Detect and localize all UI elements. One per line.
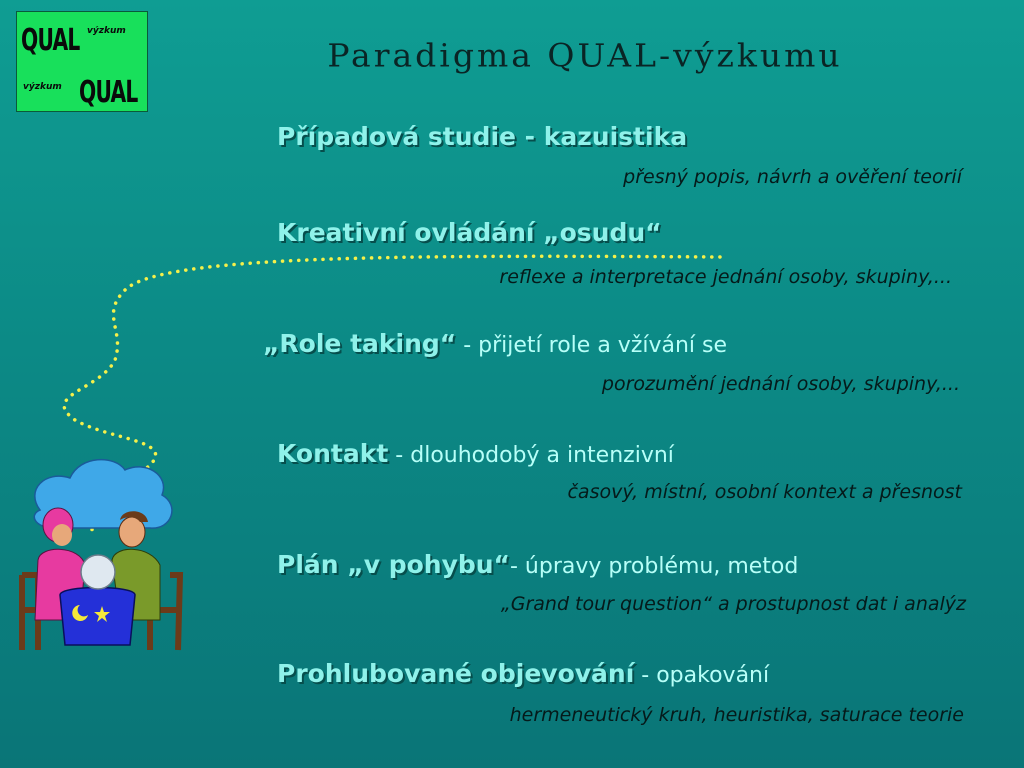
item-rest-3: - přijetí role a vžívání se — [456, 333, 728, 358]
item-sub-5: „Grand tour question“ a prostupnost dat i analýz — [500, 593, 966, 615]
item-heading-3 — [263, 329, 727, 358]
page-title: Paradigma QUAL-výzkumu — [327, 36, 843, 75]
item-heading-1-text: Případová studie - kazuistika — [277, 122, 688, 151]
item-heading-4 — [277, 439, 674, 468]
crystal-ball — [81, 555, 115, 589]
item-heading-2 — [277, 218, 662, 247]
item-rest-6: - opakování — [634, 663, 770, 688]
logo-qual-top: QUAL — [21, 23, 80, 58]
item-heading-2-text: Kreativní ovládání „osudu“ — [277, 218, 662, 247]
item-heading-4-text: Kontakt — [277, 439, 389, 468]
item-rest-4: - dlouhodobý a intenzivní — [388, 443, 674, 468]
item-heading-3-text: „Role taking“ — [263, 329, 457, 358]
logo-qual-bottom: QUAL — [79, 75, 138, 110]
item-sub-6: hermeneutický kruh, heuristika, saturace teorie — [509, 704, 964, 726]
item-sub-2: reflexe a interpretace jednání osoby, skupiny,... — [499, 266, 952, 288]
item-heading-5 — [277, 550, 798, 579]
item-heading-6 — [277, 659, 769, 688]
item-sub-4: časový, místní, osobní kontext a přesnost — [567, 481, 962, 503]
item-heading-1 — [277, 122, 687, 151]
item-sub-1: přesný popis, návrh a ověření teorií — [623, 166, 962, 188]
item-sub-3: porozumění jednání osoby, skupiny,... — [601, 373, 960, 395]
item-heading-6-text: Prohlubované objevování — [277, 659, 635, 688]
item-heading-5-text: Plán „v pohybu“ — [277, 550, 510, 579]
logo-vyzkum-bottom: výzkum — [23, 82, 62, 92]
item-rest-5: - úpravy problému, metod — [509, 554, 799, 579]
table-cloth — [60, 588, 135, 646]
logo-vyzkum-top: výzkum — [87, 26, 126, 36]
